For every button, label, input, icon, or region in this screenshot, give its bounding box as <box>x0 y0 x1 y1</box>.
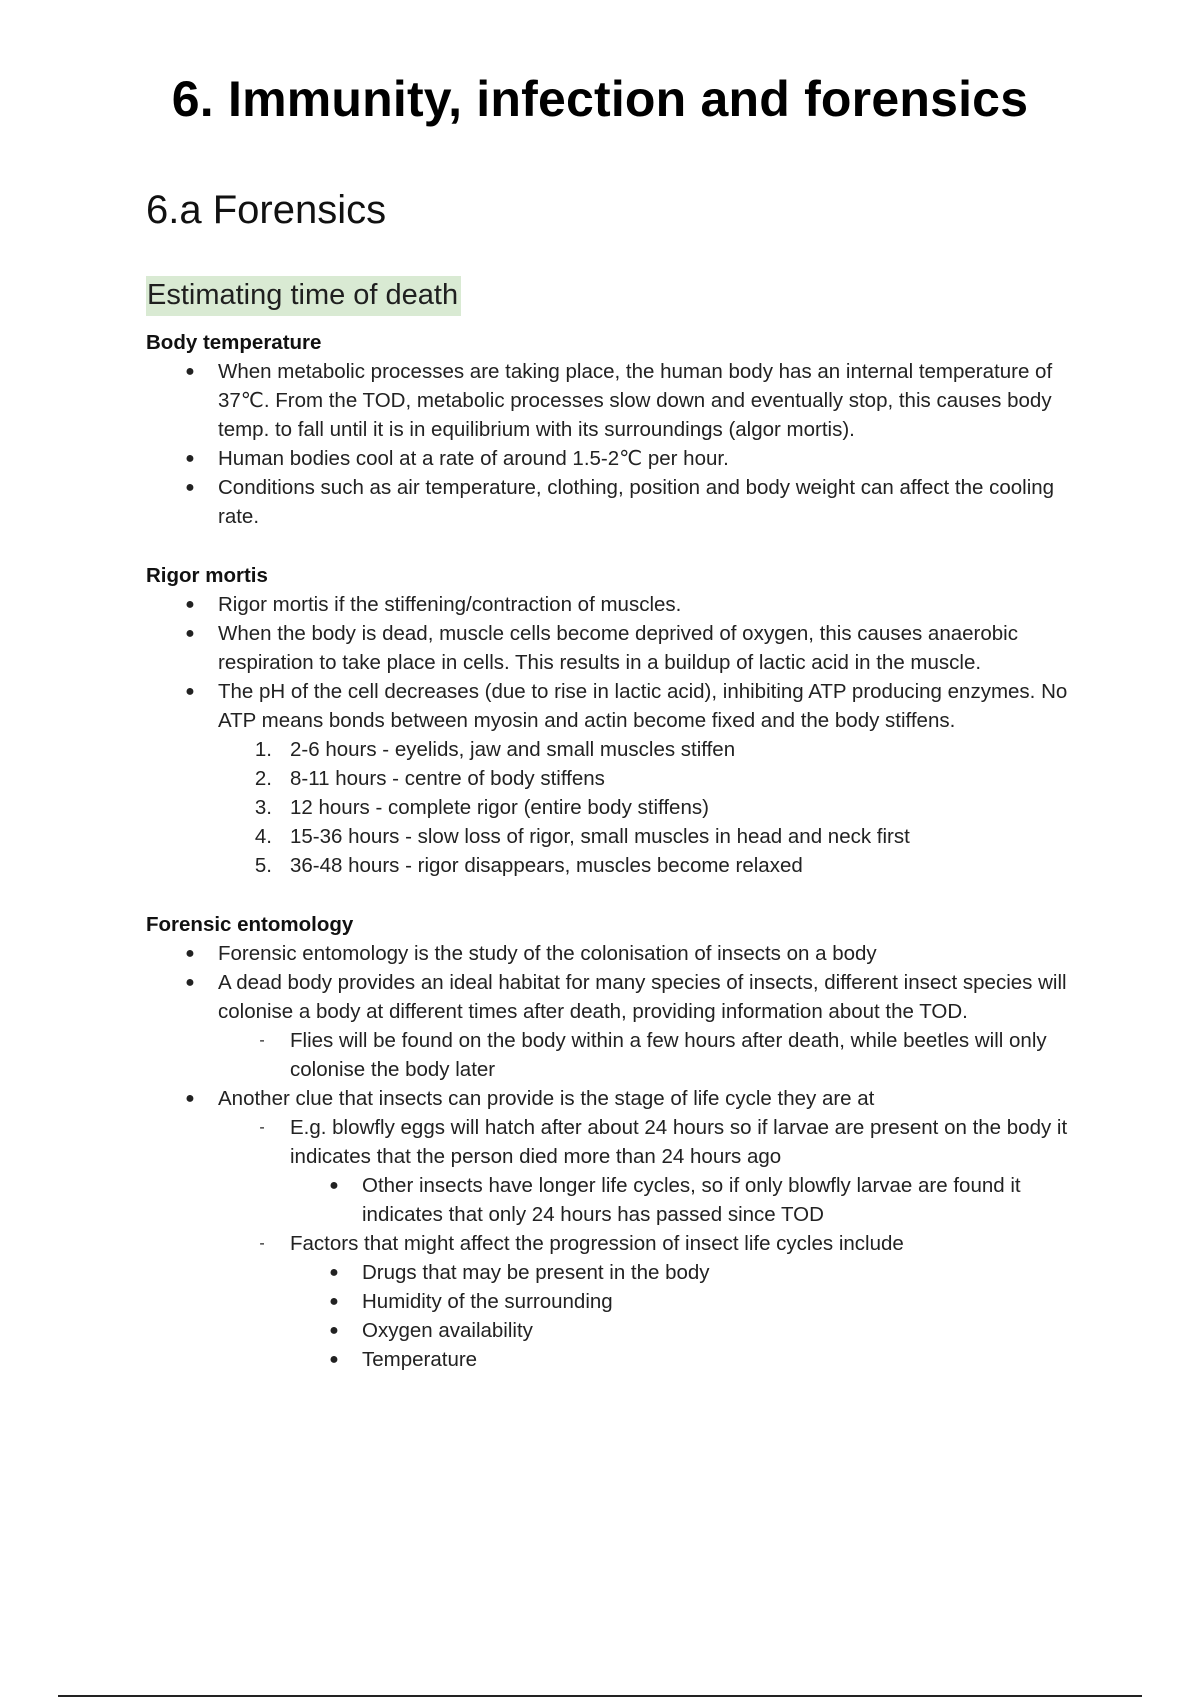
list-number: 1. <box>254 738 272 761</box>
dash-icon: - <box>259 1119 265 1136</box>
subheading-body-temperature: Body temperature <box>146 331 322 354</box>
sub-list-item <box>146 1026 1076 1084</box>
bullet-icon: ● <box>329 1351 339 1368</box>
bullet-icon: ● <box>185 625 195 642</box>
bullet-icon: ● <box>185 683 195 700</box>
section-title: 6.a Forensics <box>146 188 387 232</box>
list-item-text: Rigor mortis if the stiffening/contraction of muscles. <box>218 593 682 616</box>
list-item-text: Forensic entomology is the study of the colonisation of insects on a body <box>218 942 877 965</box>
bullet-icon: ● <box>185 1090 195 1107</box>
bullet-icon: ● <box>185 363 195 380</box>
list-item-text: When metabolic processes are taking place, the human body has an internal temperature of 37℃. From the TOD, metabolic processes slow down and eventually stop, this causes body temp. to fall until it is in equilibrium with its surroundings (algor mortis). <box>218 360 1053 441</box>
factor-item <box>146 1287 1076 1316</box>
numbered-item-text: 12 hours - complete rigor (entire body stiffens) <box>290 796 709 819</box>
footer-divider <box>58 1695 1142 1697</box>
list-item <box>146 357 1076 444</box>
sub-list-item-text: Flies will be found on the body within a few hours after death, while beetles will only colonise the body later <box>290 1029 1047 1081</box>
numbered-item <box>146 793 1076 822</box>
list-item <box>146 590 1076 619</box>
factor-item-text: Oxygen availability <box>362 1319 533 1342</box>
list-number: 3. <box>254 796 272 819</box>
numbered-item <box>146 851 1076 880</box>
factor-item <box>146 1345 1076 1374</box>
list-item-text: Human bodies cool at a rate of around 1.5-2℃ per hour. <box>218 447 729 470</box>
factor-item-text: Temperature <box>362 1348 478 1371</box>
list-item <box>146 619 1076 677</box>
list-item <box>146 1084 1076 1113</box>
subheading-rigor-mortis: Rigor mortis <box>146 564 268 587</box>
bullet-icon: ● <box>329 1177 339 1194</box>
numbered-item-text: 15-36 hours - slow loss of rigor, small muscles in head and neck first <box>290 825 910 848</box>
list-number: 5. <box>254 854 272 877</box>
numbered-item <box>146 822 1076 851</box>
factor-item-text: Humidity of the surrounding <box>362 1290 613 1313</box>
numbered-item-text: 36-48 hours - rigor disappears, muscles become relaxed <box>290 854 803 877</box>
bullet-icon: ● <box>329 1322 339 1339</box>
list-item-text: Conditions such as air temperature, clothing, position and body weight can affect the cooling rate. <box>218 476 1055 528</box>
list-item-text: A dead body provides an ideal habitat for many species of insects, different insect species will colonise a body at different times after death, providing information about the TOD. <box>218 971 1067 1023</box>
factor-item <box>146 1258 1076 1287</box>
sub-sub-list-item <box>146 1171 1076 1229</box>
list-item-text: The pH of the cell decreases (due to rise in lactic acid), inhibiting ATP producing enzymes. No ATP means bonds between myosin and actin become fixed and the body stiffens. <box>218 680 1068 732</box>
spacer <box>146 531 1076 561</box>
highlighted-heading-wrapper <box>146 276 461 316</box>
sub-sub-list-item-text: Other insects have longer life cycles, so if only blowfly larvae are found it indicates that only 24 hours has passed since TOD <box>362 1174 1021 1226</box>
list-item <box>146 677 1076 735</box>
dash-icon: - <box>259 1032 265 1049</box>
sub-list-item-text: E.g. blowfly eggs will hatch after about 24 hours so if larvae are present on the body it indicates that the person died more than 24 hours ago <box>290 1116 1068 1168</box>
numbered-item <box>146 764 1076 793</box>
sub-list-item <box>146 1229 1076 1258</box>
subheading-forensic-entomology: Forensic entomology <box>146 913 354 936</box>
dash-icon: - <box>259 1235 265 1252</box>
sub-list-item <box>146 1113 1076 1171</box>
spacer <box>146 880 1076 910</box>
factor-item-text: Drugs that may be present in the body <box>362 1261 710 1284</box>
list-item <box>146 968 1076 1026</box>
document-body <box>146 328 1076 1374</box>
bullet-icon: ● <box>185 450 195 467</box>
sub-list-item-text: Factors that might affect the progression of insect life cycles include <box>290 1232 904 1255</box>
bullet-icon: ● <box>185 596 195 613</box>
list-number: 2. <box>254 767 272 790</box>
bullet-icon: ● <box>185 945 195 962</box>
highlighted-heading: Estimating time of death <box>146 276 461 316</box>
numbered-item-text: 8-11 hours - centre of body stiffens <box>290 767 605 790</box>
bullet-icon: ● <box>329 1264 339 1281</box>
bullet-icon: ● <box>329 1293 339 1310</box>
numbered-item-text: 2-6 hours - eyelids, jaw and small muscles stiffen <box>290 738 736 761</box>
numbered-item <box>146 735 1076 764</box>
list-item-text: Another clue that insects can provide is the stage of life cycle they are at <box>218 1087 875 1110</box>
list-item <box>146 939 1076 968</box>
list-item <box>146 473 1076 531</box>
bullet-icon: ● <box>185 479 195 496</box>
list-number: 4. <box>254 825 272 848</box>
list-item-text: When the body is dead, muscle cells become deprived of oxygen, this causes anaerobic respiration to take place in cells. This results in a buildup of lactic acid in the muscle. <box>218 622 1018 674</box>
factor-item <box>146 1316 1076 1345</box>
bullet-icon: ● <box>185 974 195 991</box>
list-item <box>146 444 1076 473</box>
page-title: 6. Immunity, infection and forensics <box>171 71 1029 127</box>
